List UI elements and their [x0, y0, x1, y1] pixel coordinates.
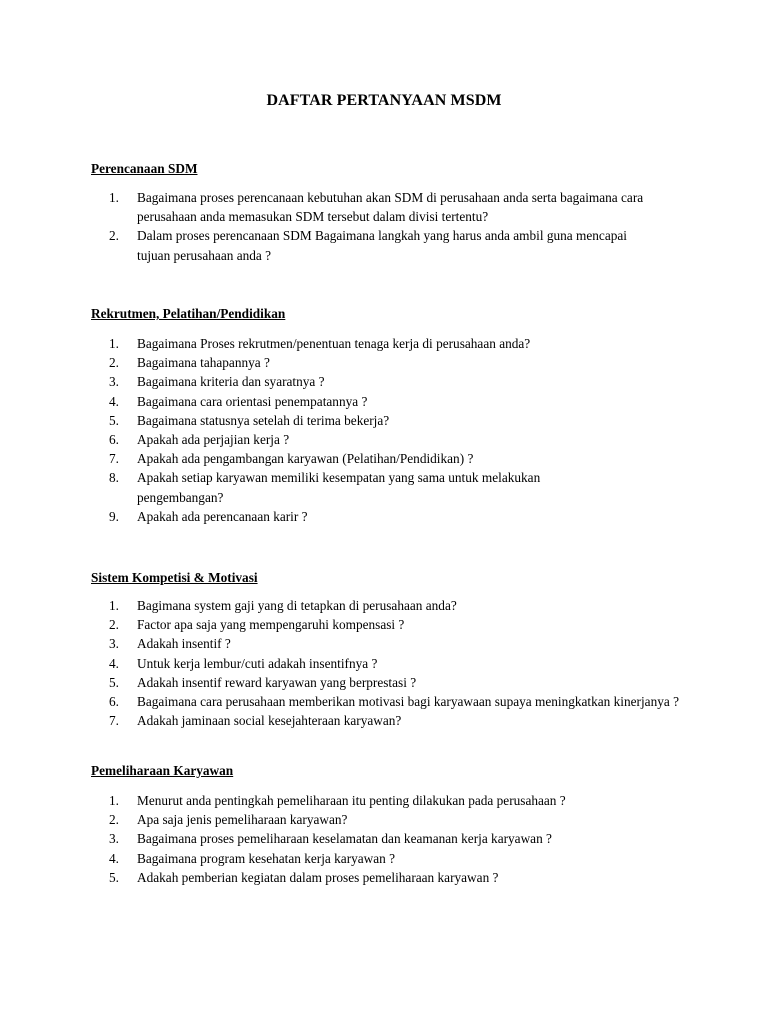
- list-item: 2. Bagaimana tahapannya ?: [109, 355, 270, 371]
- list-item: 1. Bagimana system gaji yang di tetapkan di perusahaan anda?: [109, 598, 457, 613]
- list-item: 6. Bagaimana cara perusahaan memberikan motivasi bagi karyawaan supaya meningkatkan kinerjanya ?: [109, 694, 679, 710]
- list-rekrutmen: [109, 334, 609, 526]
- list-item: 1. Bagaimana proses perencanaan kebutuhan akan SDM di perusahaan anda serta bagaimana cara perusahaan anda memasukan SDM tersebut dalam divisi tertentu?: [109, 190, 644, 225]
- list-item: 1. Bagaimana Proses rekrutmen/penentuan tenaga kerja di perusahaan anda?: [109, 336, 531, 351]
- list-item: 5. Bagaimana statusnya setelah di terima bekerja?: [109, 412, 390, 428]
- list-item: 2. Factor apa saja yang mempengaruhi kompensasi ?: [109, 617, 405, 633]
- list-item: 4. Untuk kerja lembur/cuti adakah insentifnya ?: [109, 655, 378, 671]
- list-item: 3. Bagaimana proses pemeliharaan keselamatan dan keamanan kerja karyawan ?: [109, 831, 552, 847]
- list-item: 4. Bagaimana program kesehatan kerja karyawan ?: [109, 850, 396, 866]
- list-kompetisi: [109, 596, 681, 730]
- list-item: 2. Apa saja jenis pemeliharaan karyawan?: [109, 812, 348, 828]
- page-title: DAFTAR PERTANYAAN MSDM: [266, 92, 502, 109]
- section-heading-rekrutmen: Rekrutmen, Pelatihan/Pendidikan: [91, 306, 286, 321]
- section-heading-perencanaan: Perencanaan SDM: [91, 161, 198, 176]
- list-item: 9. Apakah ada perencanaan karir ?: [109, 508, 308, 524]
- list-item: 6. Apakah ada perjajian kerja ?: [109, 432, 290, 448]
- section-heading-pemeliharaan: Pemeliharaan Karyawan: [91, 763, 234, 778]
- list-item: 5. Adakah pemberian kegiatan dalam proses pemeliharaan karyawan ?: [109, 869, 499, 885]
- list-item: 2. Dalam proses perencanaan SDM Bagaimana langkah yang harus anda ambil guna mencapai tujuan perusahaan anda ?: [109, 228, 627, 263]
- list-item: 8. Apakah setiap karyawan memiliki kesempatan yang sama untuk melakukan pengembangan?: [109, 470, 541, 505]
- list-item: 5. Adakah insentif reward karyawan yang berprestasi ?: [109, 674, 417, 690]
- list-item: 7. Adakah jaminaan social kesejahteraan karyawan?: [109, 713, 402, 729]
- list-perencanaan: [109, 188, 649, 265]
- list-item: 3. Bagaimana kriteria dan syaratnya ?: [109, 374, 325, 390]
- list-item: 4. Bagaimana cara orientasi penempatannya ?: [109, 393, 368, 409]
- list-item: 1. Menurut anda pentingkah pemeliharaan itu penting dilakukan pada perusahaan ?: [109, 793, 566, 808]
- list-item: 3. Adakah insentif ?: [109, 636, 231, 652]
- list-pemeliharaan: [109, 791, 681, 887]
- section-heading-kompetisi: Sistem Kompetisi & Motivasi: [91, 570, 258, 585]
- list-item: 7. Apakah ada pengambangan karyawan (Pelatihan/Pendidikan) ?: [109, 451, 474, 467]
